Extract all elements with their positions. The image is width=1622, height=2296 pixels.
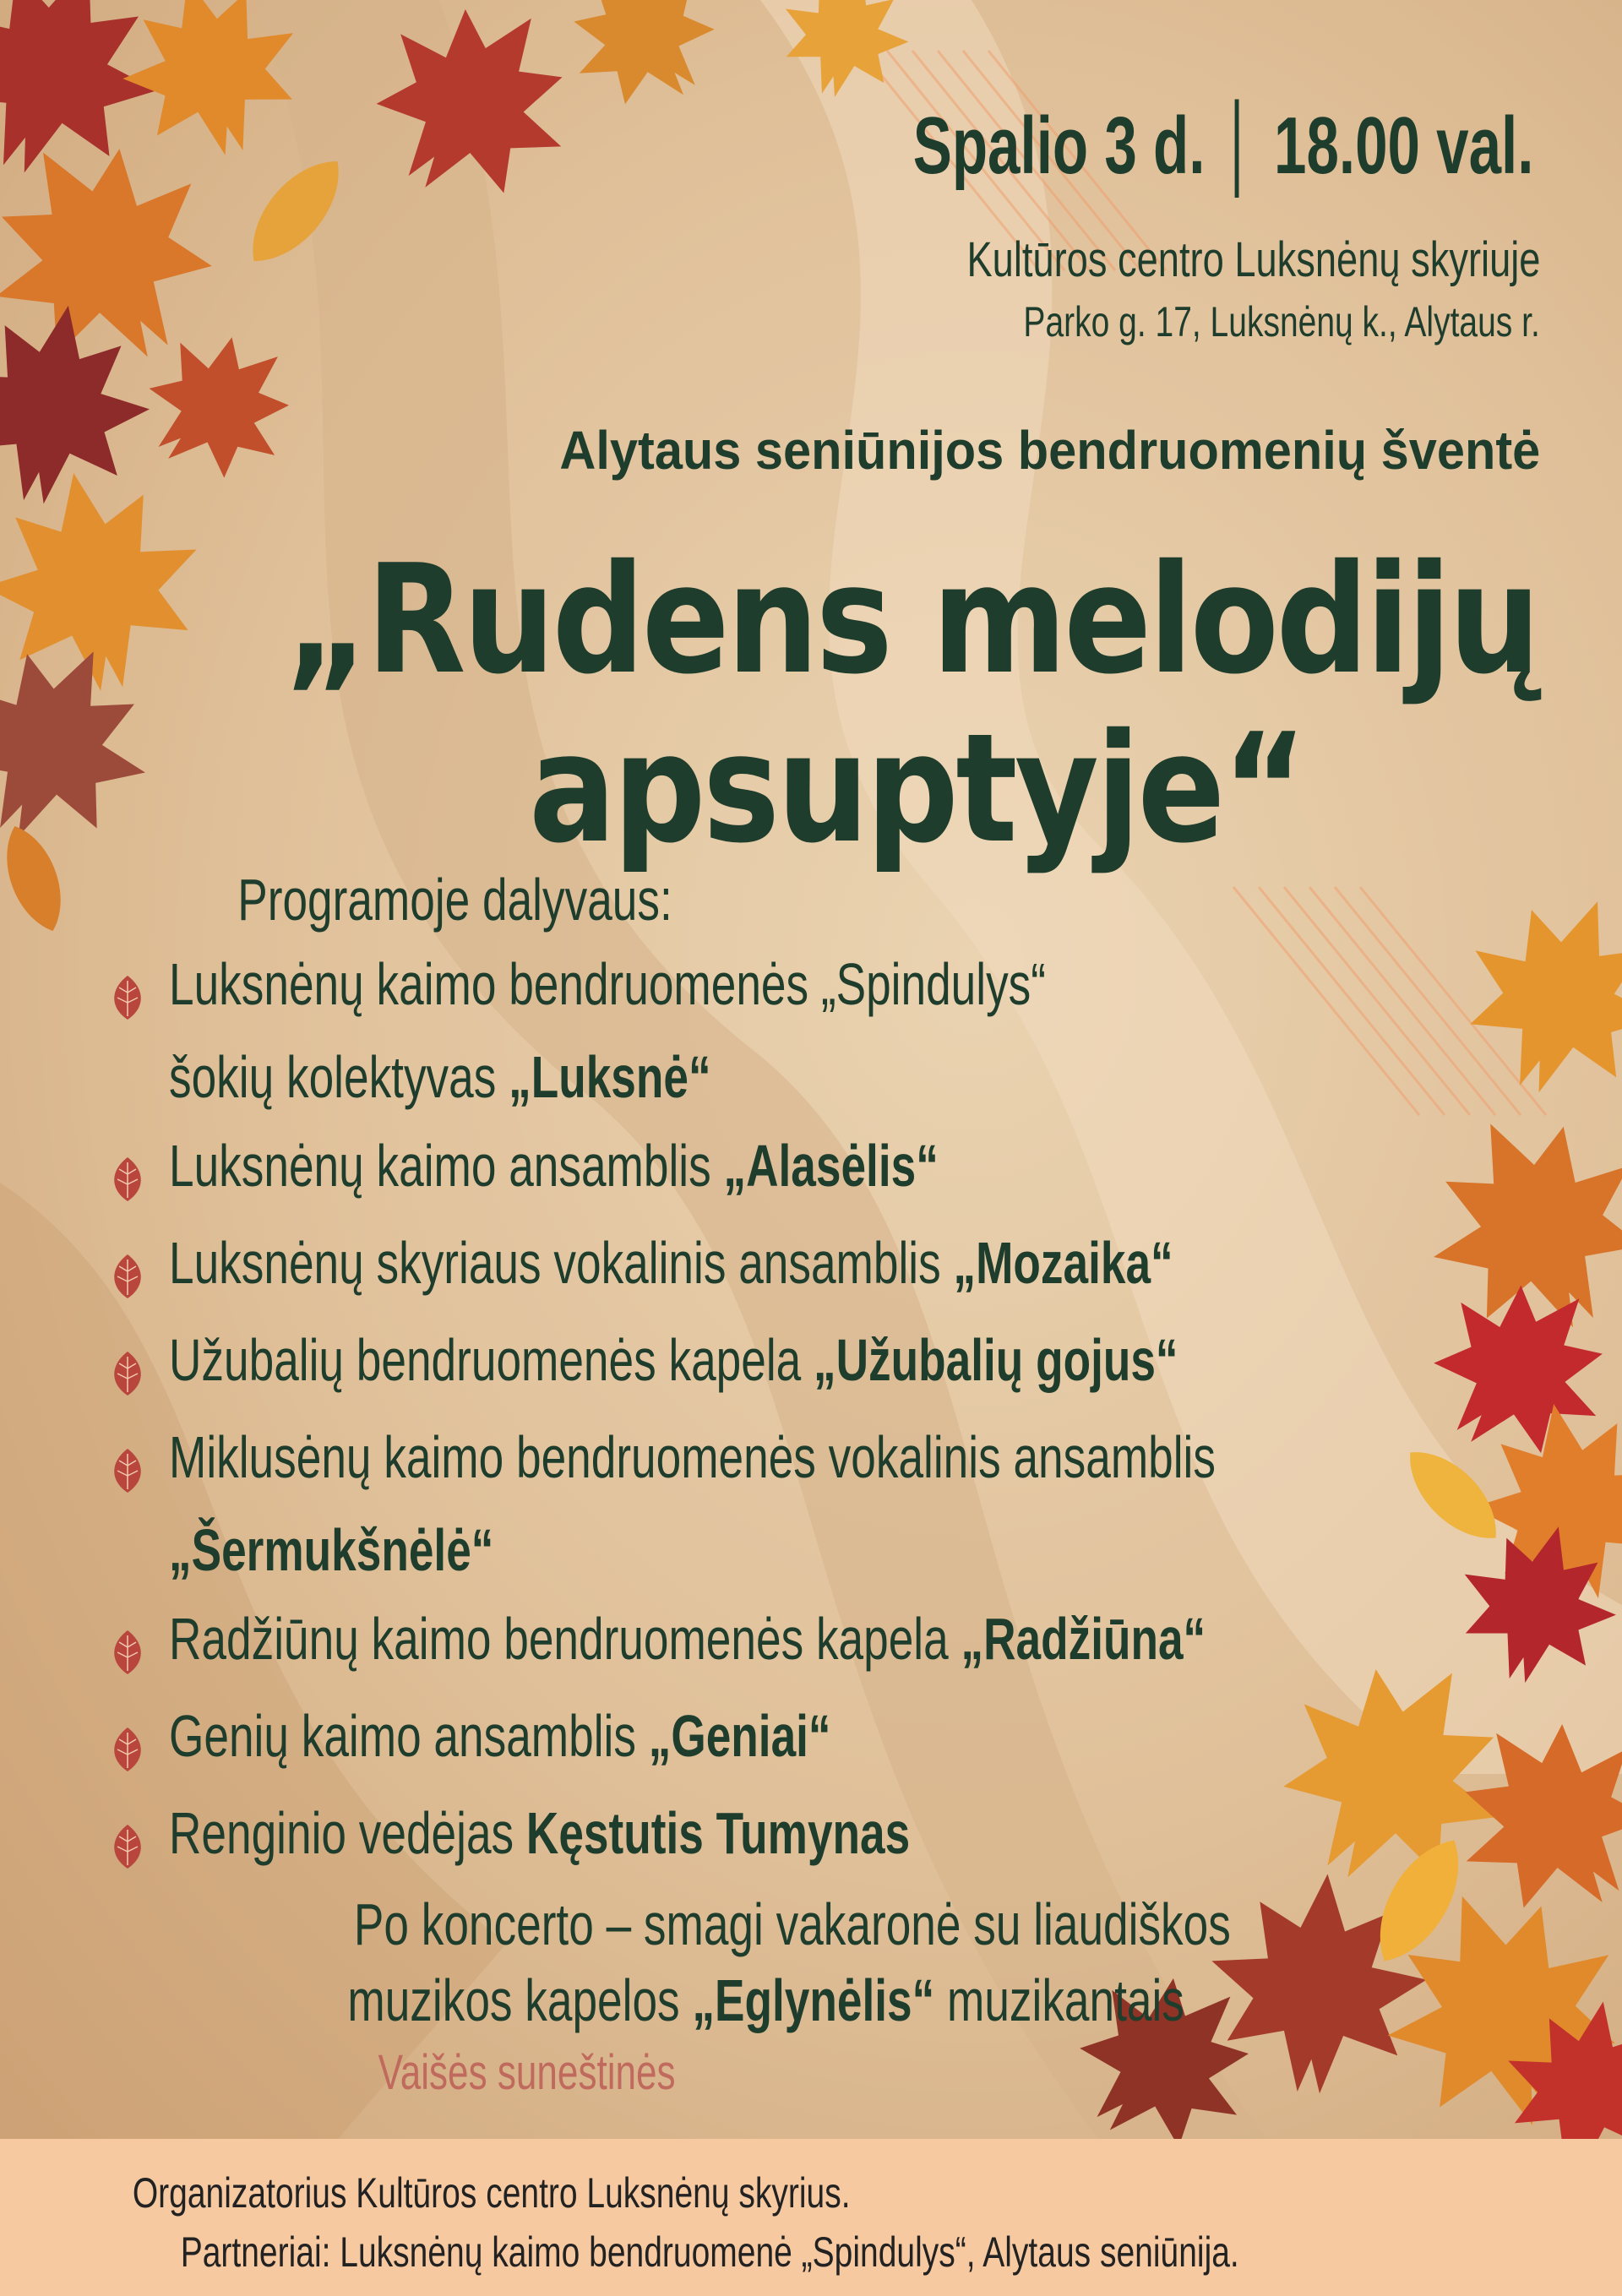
program-item-text xyxy=(169,1326,1497,1419)
performer-description: Luksnėnų kaimo bendruomenės „Spindulys“ xyxy=(169,951,1047,1017)
performer-name: „Radžiūna“ xyxy=(961,1606,1206,1672)
program-item-line xyxy=(169,1132,939,1225)
leaf-bullet-icon xyxy=(108,1447,147,1494)
venue: Kultūros centro Luksnėnų skyriuje xyxy=(966,232,1540,287)
program-item-line xyxy=(169,950,1046,1043)
performer-description: Užubalių bendruomenės kapela xyxy=(169,1327,814,1393)
program-item-line xyxy=(169,1423,1216,1516)
performer-name: „Mozaika“ xyxy=(953,1230,1173,1296)
program-item-line xyxy=(169,1043,1046,1136)
event-title-line-2: apsuptyje“ xyxy=(529,701,1305,876)
band-name: „Eglynėlis“ xyxy=(692,1967,935,2033)
performer-name: „Geniai“ xyxy=(648,1703,831,1769)
performer-description: šokių kolektyvas xyxy=(169,1044,509,1110)
performer-description: Luksnėnų kaimo ansamblis xyxy=(169,1133,724,1199)
program-item-line xyxy=(169,1229,1173,1322)
program-heading: Programoje dalyvaus: xyxy=(237,867,672,933)
program-item-text xyxy=(169,1702,1040,1795)
leaf-bullet-icon xyxy=(108,1823,147,1870)
performer-description: Genių kaimo ansamblis xyxy=(169,1703,649,1769)
event-type: Alytaus seniūnijos bendruomenių šventė xyxy=(559,420,1540,481)
performer-name: Kęstutis Tumynas xyxy=(525,1800,911,1866)
program-item-text xyxy=(169,1799,1144,1892)
event-time: 18.00 val. xyxy=(1273,101,1533,191)
leaf-bullet-icon xyxy=(108,1629,147,1676)
program-item-line xyxy=(169,1605,1206,1698)
address: Parko g. 17, Luksnėnų k., Alytaus r. xyxy=(1023,298,1540,345)
date-time xyxy=(912,100,1533,193)
leaf-bullet-icon xyxy=(108,974,147,1021)
performer-description: Luksnėnų skyriaus vokalinis ansamblis xyxy=(169,1230,954,1296)
program-item-text xyxy=(169,1132,1181,1225)
organizer-text: Organizatorius Kultūros centro Luksnėnų skyrius. xyxy=(132,2169,851,2217)
performer-description: Renginio vedėjas xyxy=(169,1800,526,1866)
program-item-line xyxy=(169,1702,831,1795)
program-item-text xyxy=(169,1423,1546,1609)
performer-name: „Užubalių gojus“ xyxy=(814,1327,1178,1393)
leaf-bullet-icon xyxy=(108,1253,147,1300)
program-item-line xyxy=(169,1326,1178,1419)
performer-description: Radžiūnų kaimo bendruomenės kapela xyxy=(169,1606,961,1672)
event-date: Spalio 3 d. xyxy=(912,101,1205,191)
program-item-text xyxy=(169,1605,1533,1698)
refreshments-note: Vaišės suneštinės xyxy=(378,2045,676,2100)
leaf-bullet-icon xyxy=(108,1350,147,1397)
performer-name: „Luksnė“ xyxy=(509,1044,711,1110)
program-item-line xyxy=(169,1799,910,1892)
leaf-bullet-icon xyxy=(108,1156,147,1203)
program-item-line xyxy=(169,1516,1216,1609)
partners-text: Partneriai: Luksnėnų kaimo bendruomenė „Spindulys“, Alytaus seniūnija. xyxy=(180,2228,1239,2276)
leaf-bullet-icon xyxy=(108,1726,147,1773)
program-item-text xyxy=(169,950,1323,1136)
date-separator: │ xyxy=(1221,101,1274,191)
performer-name: „Šermukšnėlė“ xyxy=(169,1517,494,1583)
after-concert-line-1: Po koncerto – smagi vakaronė su liaudiškos xyxy=(353,1891,1231,1957)
performer-name: „Alasėlis“ xyxy=(723,1133,939,1199)
performer-description: Miklusėnų kaimo bendruomenės vokalinis ansamblis xyxy=(169,1424,1216,1490)
program-item-text xyxy=(169,1229,1490,1322)
event-title-line-1: „Rudens melodijų xyxy=(284,532,1538,707)
after-concert-line-2: muzikos kapelos „Eglynėlis“ muzikantais xyxy=(347,1967,1184,2033)
